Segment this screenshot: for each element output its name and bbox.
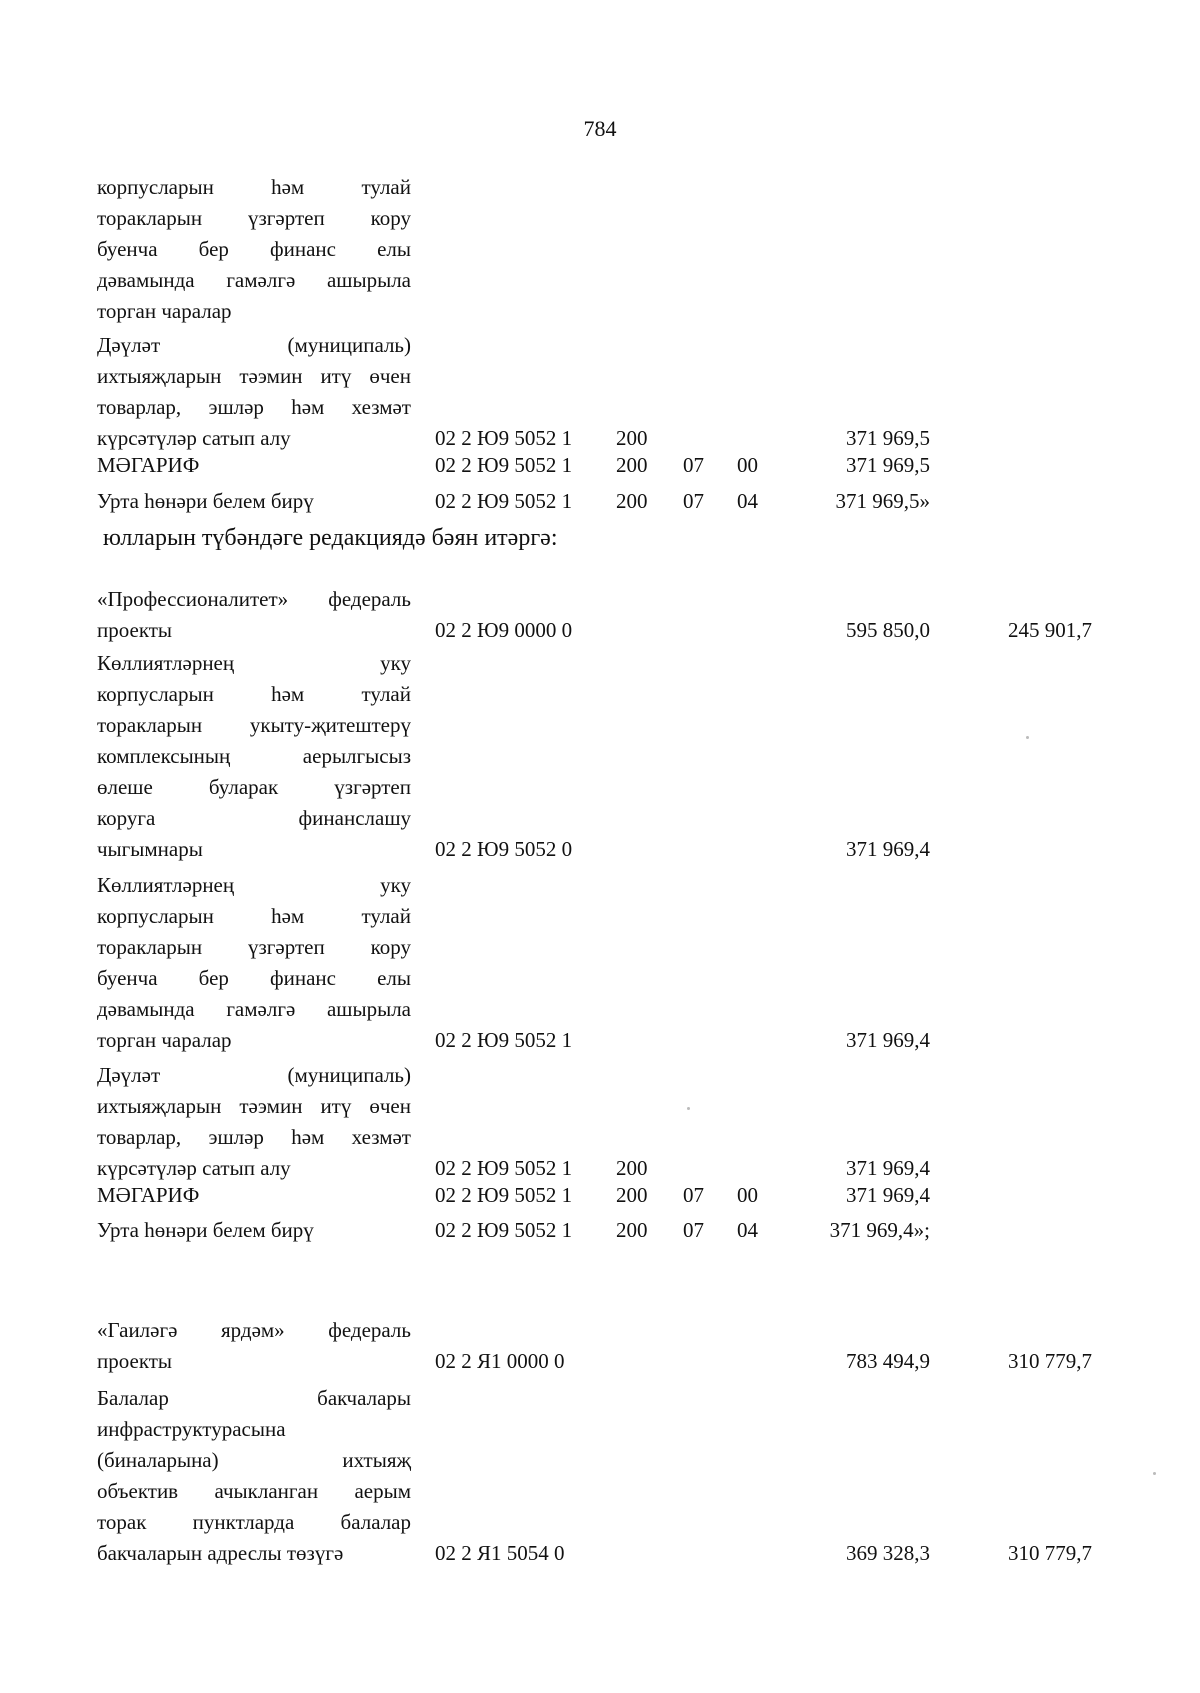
description-line: Дәүләт (муниципаль) xyxy=(97,333,411,357)
expense-type: 200 xyxy=(616,1183,648,1207)
table-row xyxy=(0,450,1200,481)
description-line: МӘГАРИФ xyxy=(97,1183,200,1207)
expense-type: 200 xyxy=(616,453,648,477)
description-line: ихтыяҗларын тәэмин итү өчен xyxy=(97,1094,411,1118)
section-heading: юлларын түбәндәге редакциядә бәян итәргә: xyxy=(103,525,558,551)
row-description xyxy=(97,1383,411,1569)
description-line: корпусларын һәм тулай xyxy=(97,682,411,706)
section: 07 xyxy=(683,489,704,513)
table-row xyxy=(0,584,1200,646)
description-line: торакларын укыту-җитештерү xyxy=(97,713,411,737)
description-line: Балалар бакчалары xyxy=(97,1386,411,1410)
amount-secondary: 310 779,7 xyxy=(1008,1349,1092,1373)
budget-code: 02 2 Я1 0000 0 xyxy=(435,1349,565,1373)
description-line: корпусларын һәм тулай xyxy=(97,904,411,928)
scan-speck xyxy=(687,1107,690,1110)
table-row xyxy=(0,1383,1200,1569)
subsection: 04 xyxy=(737,1218,758,1242)
amount-primary: 371 969,5 xyxy=(846,426,930,450)
table-row xyxy=(0,648,1200,865)
description-line: инфраструктурасына xyxy=(97,1417,286,1441)
description-line: торган чаралар xyxy=(97,299,232,323)
description-line: комплексының аерылгысыз xyxy=(97,744,411,768)
description-line: ихтыяҗларын тәэмин итү өчен xyxy=(97,364,411,388)
description-line: күрсәтүләр сатып алу xyxy=(97,426,291,450)
amount-primary: 595 850,0 xyxy=(846,618,930,642)
subsection: 00 xyxy=(737,1183,758,1207)
row-description xyxy=(97,486,411,517)
description-line: проекты xyxy=(97,1349,173,1373)
amount-primary: 371 969,4»; xyxy=(829,1218,930,1242)
amount-primary: 369 328,3 xyxy=(846,1541,930,1565)
description-line: корпусларын һәм тулай xyxy=(97,175,411,199)
budget-code: 02 2 Ю9 0000 0 xyxy=(435,618,573,642)
expense-type: 200 xyxy=(616,1156,648,1180)
row-description xyxy=(97,870,411,1056)
amount-primary: 371 969,5» xyxy=(835,489,930,513)
expense-type: 200 xyxy=(616,1218,648,1242)
description-line: товарлар, эшләр һәм хезмәт xyxy=(97,1125,411,1149)
description-line: МӘГАРИФ xyxy=(97,453,200,477)
budget-code: 02 2 Ю9 5052 1 xyxy=(435,1156,573,1180)
row-description xyxy=(97,1180,411,1211)
description-line: буенча бер финанс елы xyxy=(97,237,411,261)
description-line: товарлар, эшләр һәм хезмәт xyxy=(97,395,411,419)
table-row xyxy=(0,172,1200,327)
scan-speck xyxy=(1026,736,1029,739)
budget-code: 02 2 Ю9 5052 0 xyxy=(435,837,573,861)
table-row xyxy=(0,1315,1200,1377)
description-line: Дәүләт (муниципаль) xyxy=(97,1063,411,1087)
description-line: Урта һөнәри белем бирү xyxy=(97,489,314,513)
description-line: буенча бер финанс елы xyxy=(97,966,411,990)
table-row xyxy=(0,1215,1200,1246)
budget-code: 02 2 Ю9 5052 1 xyxy=(435,453,573,477)
table-row xyxy=(0,870,1200,1056)
amount-primary: 371 969,4 xyxy=(846,1028,930,1052)
row-description xyxy=(97,1215,411,1246)
description-line: «Гаиләгә ярдәм» федераль xyxy=(97,1318,411,1342)
description-line: чыгымнары xyxy=(97,837,203,861)
description-line: торган чаралар xyxy=(97,1028,232,1052)
row-description xyxy=(97,450,411,481)
amount-primary: 371 969,4 xyxy=(846,1156,930,1180)
budget-code: 02 2 Ю9 5052 1 xyxy=(435,489,573,513)
description-line: Урта һөнәри белем бирү xyxy=(97,1218,314,1242)
row-description xyxy=(97,584,411,646)
scan-speck xyxy=(1153,1472,1156,1475)
description-line: дәвамында гамәлгә ашырыла xyxy=(97,997,411,1021)
description-line: «Профессионалитет» федераль xyxy=(97,587,411,611)
expense-type: 200 xyxy=(616,489,648,513)
budget-code: 02 2 Ю9 5052 1 xyxy=(435,426,573,450)
subsection: 04 xyxy=(737,489,758,513)
budget-code: 02 2 Ю9 5052 1 xyxy=(435,1218,573,1242)
description-line: коруга финанслашу xyxy=(97,806,411,830)
description-line: объектив ачыкланган аерым xyxy=(97,1479,411,1503)
description-line: Көллиятләрнең уку xyxy=(97,873,411,897)
expense-type: 200 xyxy=(616,426,648,450)
description-line: дәвамында гамәлгә ашырыла xyxy=(97,268,411,292)
description-line: торакларын үзгәртеп кору xyxy=(97,935,411,959)
table-row xyxy=(0,330,1200,454)
amount-primary: 783 494,9 xyxy=(846,1349,930,1373)
description-line: бакчаларын адреслы төзүгә xyxy=(97,1541,344,1565)
description-line: проекты xyxy=(97,618,173,642)
description-line: күрсәтүләр сатып алу xyxy=(97,1156,291,1180)
table-row xyxy=(0,1180,1200,1211)
description-line: торакларын үзгәртеп кору xyxy=(97,206,411,230)
description-line: (биналарына) ихтыяҗ xyxy=(97,1448,411,1472)
table-row xyxy=(0,1060,1200,1184)
page-number: 784 xyxy=(583,116,617,141)
row-description xyxy=(97,172,411,327)
amount-primary: 371 969,4 xyxy=(846,837,930,861)
budget-code: 02 2 Ю9 5052 1 xyxy=(435,1028,573,1052)
budget-code: 02 2 Ю9 5052 1 xyxy=(435,1183,573,1207)
budget-code: 02 2 Я1 5054 0 xyxy=(435,1541,565,1565)
subsection: 00 xyxy=(737,453,758,477)
description-line: Көллиятләрнең уку xyxy=(97,651,411,675)
amount-primary: 371 969,5 xyxy=(846,453,930,477)
row-description xyxy=(97,648,411,865)
section: 07 xyxy=(683,1218,704,1242)
section: 07 xyxy=(683,1183,704,1207)
row-description xyxy=(97,1315,411,1377)
description-line: өлеше буларак үзгәртеп xyxy=(97,775,411,799)
amount-secondary: 245 901,7 xyxy=(1008,618,1092,642)
section: 07 xyxy=(683,453,704,477)
row-description xyxy=(97,330,411,454)
row-description xyxy=(97,1060,411,1184)
table-row xyxy=(0,486,1200,517)
amount-secondary: 310 779,7 xyxy=(1008,1541,1092,1565)
amount-primary: 371 969,4 xyxy=(846,1183,930,1207)
description-line: торак пунктларда балалар xyxy=(97,1510,411,1534)
